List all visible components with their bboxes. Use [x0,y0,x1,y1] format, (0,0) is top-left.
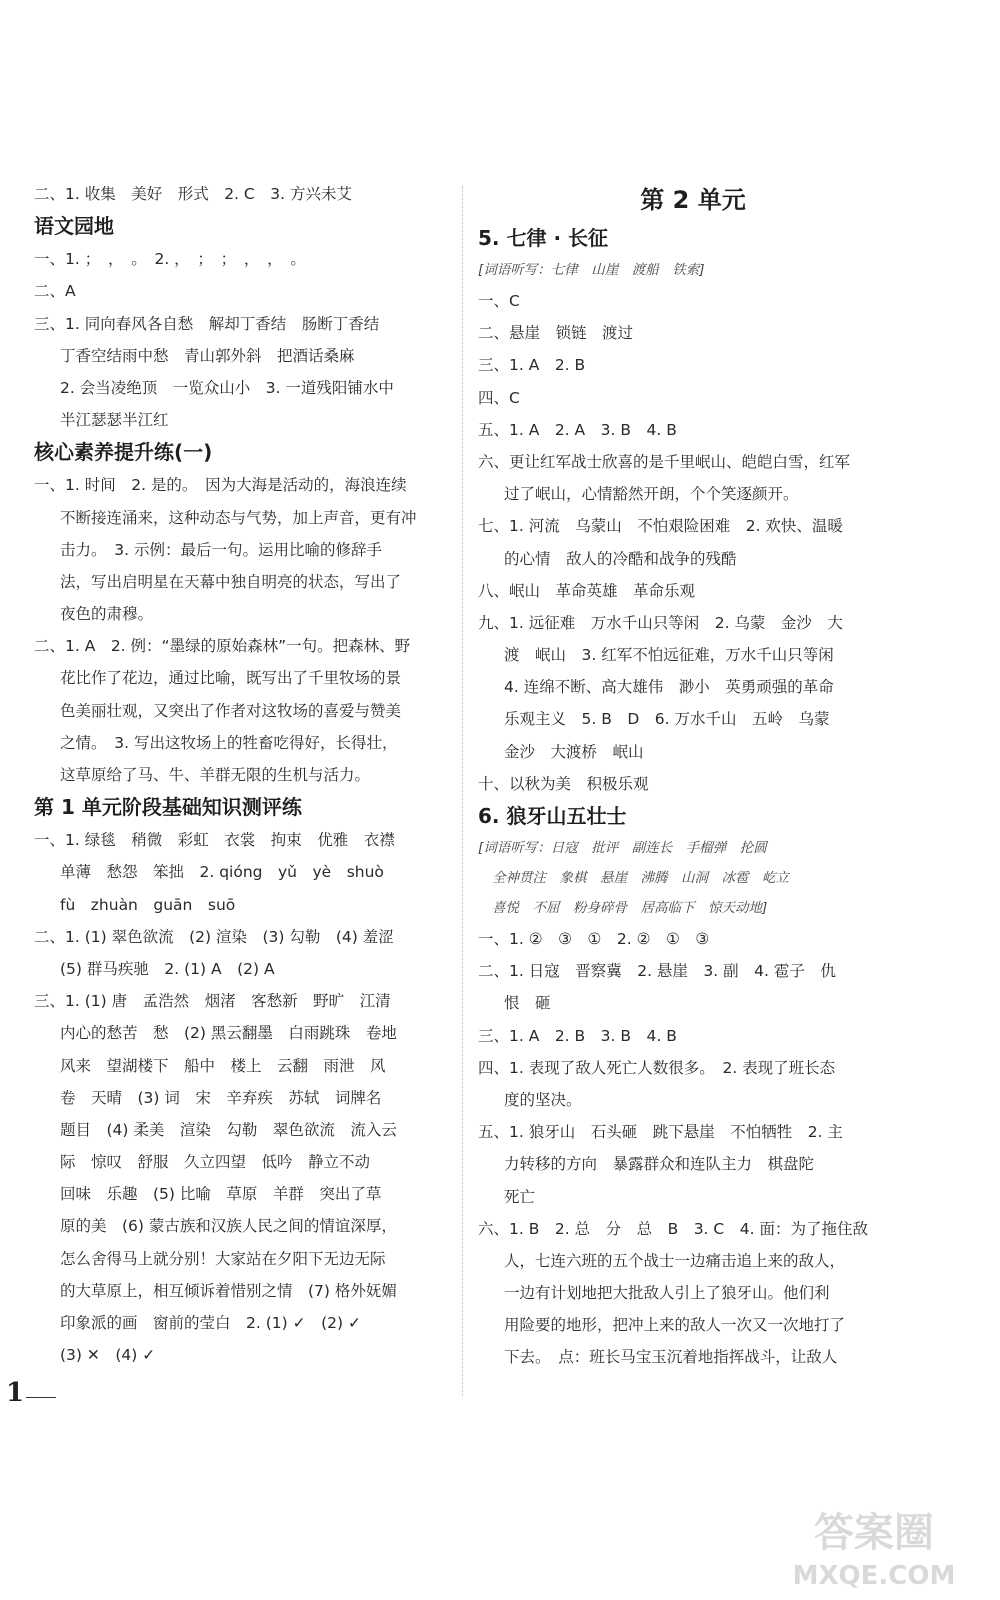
answer-line: 单薄 愁怨 笨拙 2. qióng yǔ yè shuò [60,863,384,882]
answer-line: 的心情 敌人的冷酷和战争的残酷 [504,549,737,568]
page-number: 1 [6,1378,25,1408]
answer-line: 不断接连涌来，这种动态与气势，加上声音，更有冲 [60,508,417,527]
answer-line: 力转移的方向 暴露群众和连队主力 棋盘陀 [504,1155,815,1174]
answer-line: 原的美 (6) 蒙古族和汉族人民之间的情谊深厚， [60,1217,397,1236]
answer-line: 半江瑟瑟半江红 [60,411,169,430]
answer-line: 六、更让红军战士欣喜的是千里岷山、皑皑白雪，红军 [478,452,851,471]
answer-line: 二、1. (1) 翠色欲流 (2) 渲染 (3) 勾勒 (4) 羞涩 [34,927,394,946]
dictation-box-2 [478,833,908,923]
answer-line: 渡 岷山 3. 红军不怕远征难，万水千山只等闲 [504,646,834,665]
watermark-top-text: 答案圈 [814,1510,934,1556]
answer-line: 三、1. A 2. B 3. B 4. B [478,1026,677,1045]
answer-line: 四、1. 表现了敌人死亡人数很多。 2. 表现了班长态 [478,1058,836,1077]
answer-line: 二、1. 日寇 晋察冀 2. 悬崖 3. 副 4. 雹子 仇 [478,962,836,981]
answer-line: 怎么舍得马上就分别！大家站在夕阳下无边无际 [60,1249,386,1268]
answer-line: 一、1. 时间 2. 是的。 因为大海是活动的，海浪连续 [34,476,407,495]
answer-line: 题目 (4) 柔美 渲染 勾勒 翠色欲流 流入云 [60,1120,397,1139]
answer-line: 五、1. A 2. A 3. B 4. B [478,420,677,439]
answer-line: (5) 群马疾驰 2. (1) A (2) A [60,959,275,978]
answer-line: 二、1. 收集 美好 形式 2. C 3. 方兴未艾 [34,185,352,203]
answer-line: 4. 连绵不断、高大雄伟 渺小 英勇顽强的革命 [504,678,834,697]
column-divider [462,186,463,1396]
section-heading-unit1-test: 第 1 单元阶段基础知识测评练 [34,795,302,820]
answer-line: 一、1. ② ③ ① 2. ② ① ③ [478,930,710,948]
answer-line: 乐观主义 5. B D 6. 万水千山 五岭 乌蒙 [504,710,830,729]
answer-line: 度的坚决。 [504,1090,582,1109]
right-block-2 [478,923,908,1374]
answer-line: 金沙 大渡桥 岷山 [504,742,644,761]
answer-line: 七、1. 河流 乌蒙山 不怕艰险困难 2. 欢快、温暖 [478,517,843,536]
answer-line: 法，写出启明星在天幕中独自明亮的状态，写出了 [60,572,402,591]
answer-line: 八、岷山 革命英雄 革命乐观 [478,581,696,600]
answer-line: 三、1. 同向春风各自愁 解却丁香结 肠断丁香结 [34,314,380,333]
dictation-line: [词语听写：七律 山崖 渡船 铁索] [478,262,705,278]
left-column [34,178,448,1371]
answer-line: 花比作了花边，通过比喻，既写出了千里牧场的景 [60,669,402,688]
answer-line: 这草原给了马、牛、羊群无限的生机与活力。 [60,766,371,784]
answer-line: 三、1. A 2. B [478,356,586,375]
answer-line: 用险要的地形，把冲上来的敌人一次又一次地打了 [504,1316,846,1335]
answer-line: 丁香空结雨中愁 青山郭外斜 把酒话桑麻 [60,346,355,365]
answer-line: 印象派的画 窗前的莹白 2. (1) ✓ (2) ✓ [60,1314,361,1332]
dictation-line: 喜悦 不屈 粉身碎骨 居高临下 惊天动地] [492,900,768,916]
answer-line: 回味 乐趣 (5) 比喻 草原 羊群 突出了草 [60,1185,382,1204]
answer-line: 五、1. 狼牙山 石头砸 跳下悬崖 不怕牺牲 2. 主 [478,1123,843,1142]
answer-line: 击力。 3. 示例：最后一句。运用比喻的修辞手 [60,540,382,559]
answer-line: 风来 望湖楼下 船中 楼上 云翻 雨泄 风 [60,1056,386,1075]
answer-line: 夜色的肃穆。 [60,605,154,624]
answer-line: 二、A [34,282,76,301]
answer-line: 九、1. 远征难 万水千山只等闲 2. 乌蒙 金沙 大 [478,613,843,632]
answer-line: 际 惊叹 舒服 久立四望 低吟 静立不动 [60,1153,371,1172]
answer-line: 的大草原上，相互倾诉着惜别之情 (7) 格外妩媚 [60,1281,397,1300]
answer-line: 四、C [478,388,520,407]
right-column [478,178,908,1374]
unit-title: 第 2 单元 [640,186,746,214]
answer-line: 色美丽壮观，又突出了作者对这牧场的喜爱与赞美 [60,701,402,720]
section-heading-yuwen-yuandi: 语文园地 [34,214,114,239]
dictation-box-1 [478,255,908,285]
answer-line: 一、1. 绿毯 稍微 彩虹 衣裳 拘束 优雅 衣襟 [34,831,395,850]
answer-line: 三、1. (1) 唐 孟浩然 烟渚 客愁新 野旷 江清 [34,992,391,1011]
answer-line: 二、悬崖 锁链 渡过 [478,324,634,343]
answer-line: 卷 天晴 (3) 词 宋 辛弃疾 苏轼 词牌名 [60,1088,382,1107]
right-block-1 [478,285,908,800]
answer-line: (3) ✕ (4) ✓ [60,1346,156,1365]
page-number-rule [26,1397,56,1398]
section-heading-changzheng: 5. 七律 · 长征 [478,226,608,250]
answer-line: 一、C [478,292,520,310]
left-block-2 [34,243,448,436]
answer-line: 一、1. ； ， 。 2. ， ； ； ， ， 。 [34,250,306,269]
answer-line: 一边有计划地把大批敌人引上了狼牙山。他们利 [504,1284,830,1303]
section-heading-langya: 6. 狼牙山五壮士 [478,804,627,828]
answer-line: 死亡 [504,1187,536,1206]
left-block-3 [34,469,448,791]
answer-line: 六、1. B 2. 总 分 总 B 3. C 4. 面：为了拖住敌 [478,1219,868,1238]
left-block-4 [34,824,448,1371]
answer-line: 下去。 点：班长马宝玉沉着地指挥战斗，让敌人 [504,1348,838,1367]
section-heading-hexin-suyang: 核心素养提升练(一) [34,440,213,465]
answer-line: 十、以秋为美 积极乐观 [478,774,649,793]
answer-line: 恨 砸 [504,994,551,1013]
answer-line: fù zhuàn guān suō [60,895,236,914]
left-block-1 [34,178,448,210]
watermark-bottom-text: MXQE.COM [792,1561,956,1591]
answer-line: 2. 会当凌绝顶 一览众山小 3. 一道残阳铺水中 [60,378,394,397]
answer-line: 人，七连六班的五个战士一边痛击追上来的敌人， [504,1251,846,1270]
answer-line: 过了岷山，心情豁然开朗，个个笑逐颜开。 [504,485,799,504]
dictation-line: 全神贯注 象棋 悬崖 沸腾 山洞 冰雹 屹立 [492,870,789,886]
answer-line: 二、1. A 2. 例：“墨绿的原始森林”一句。把森林、野 [34,637,411,656]
answer-line: 内心的愁苦 愁 (2) 黑云翻墨 白雨跳珠 卷地 [60,1024,397,1043]
dictation-line: [词语听写：日寇 批评 副连长 手榴弹 抡圆 [478,840,767,856]
answer-line: 之情。 3. 写出这牧场上的牲畜吃得好，长得壮， [60,733,398,752]
watermark-logo [774,1494,974,1594]
